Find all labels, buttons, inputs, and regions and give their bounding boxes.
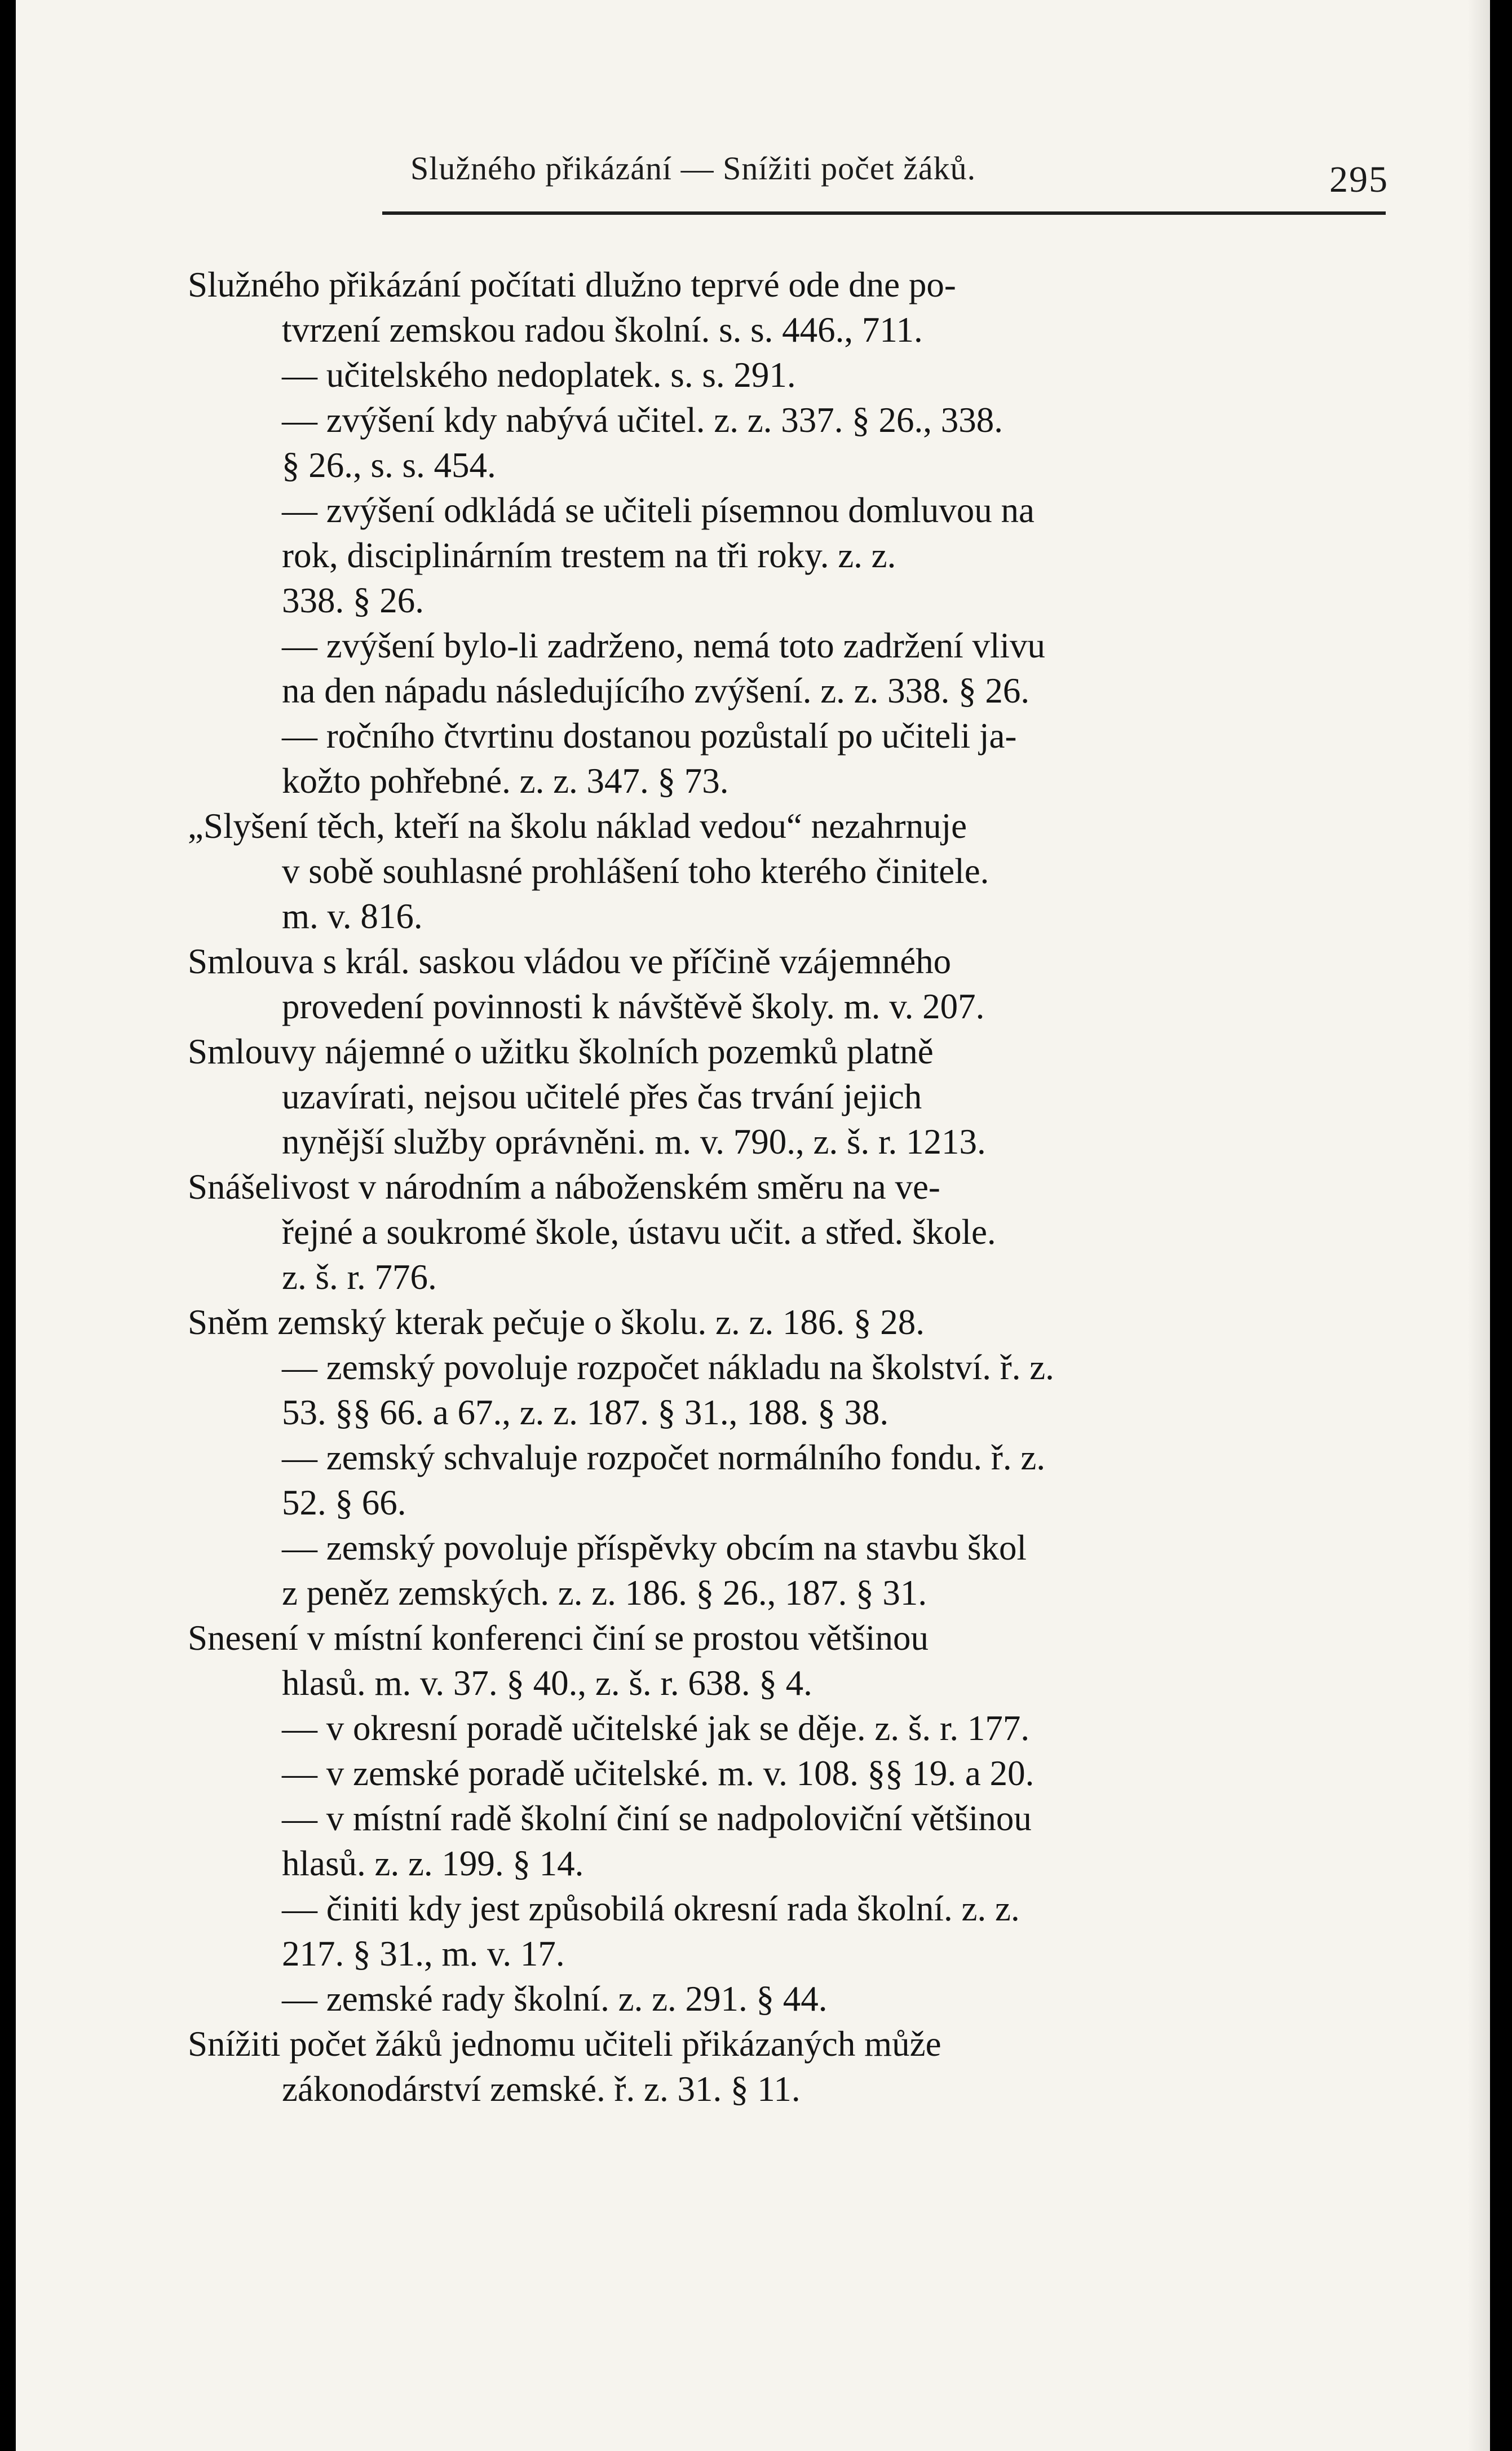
index-line: — v zemské poradě učitelské. m. v. 108. §§ 19. a 20. xyxy=(282,1754,1034,1793)
index-line: hlasů. m. v. 37. § 40., z. š. r. 638. § 4. xyxy=(282,1663,812,1703)
index-line: uzavírati, nejsou učitelé přes čas trvání jejich xyxy=(282,1077,922,1116)
page-edge-shadow xyxy=(1467,0,1490,2451)
running-header xyxy=(385,144,1389,200)
index-line: Smlouva s král. saskou vládou ve příčině vzájemného xyxy=(188,942,952,981)
index-line: — zemský povoluje rozpočet nákladu na školství. ř. z. xyxy=(282,1348,1054,1387)
index-line: 217. § 31., m. v. 17. xyxy=(282,1934,565,1973)
index-line: 52. § 66. xyxy=(282,1483,406,1522)
index-line: — ročního čtvrtinu dostanou pozůstalí po učiteli ja- xyxy=(282,716,1017,756)
index-line: — zvýšení kdy nabývá učitel. z. z. 337. § 26., 338. xyxy=(282,400,1003,440)
index-line: tvrzení zemskou radou školní. s. s. 446., 711. xyxy=(282,310,923,350)
page-number: 295 xyxy=(1329,159,1389,200)
index-line: provedení povinnosti k návštěvě školy. m. v. 207. xyxy=(282,987,985,1026)
index-text xyxy=(188,262,1369,2247)
index-line: — činiti kdy jest způsobilá okresní rada školní. z. z. xyxy=(282,1889,1020,1928)
index-line: kožto pohřebné. z. z. 347. § 73. xyxy=(282,761,729,801)
index-line: — zemský schvaluje rozpočet normálního fondu. ř. z. xyxy=(282,1438,1046,1477)
index-line: — zvýšení bylo-li zadrženo, nemá toto zadržení vlivu xyxy=(282,626,1046,665)
header-rule xyxy=(382,211,1386,215)
index-line: Snížiti počet žáků jednomu učiteli přikázaných může xyxy=(188,2024,941,2064)
running-title: Služného přikázání — Snížiti počet žáků. xyxy=(410,150,976,187)
index-line: — v okresní poradě učitelské jak se děje. z. š. r. 177. xyxy=(282,1708,1030,1748)
index-line: Sněm zemský kterak pečuje o školu. z. z. 186. § 28. xyxy=(188,1302,925,1342)
index-line: nynější služby oprávněni. m. v. 790., z. š. r. 1213. xyxy=(282,1122,986,1162)
index-line: Snesení v místní konferenci činí se prostou většinou xyxy=(188,1618,929,1658)
index-line: — zemské rady školní. z. z. 291. § 44. xyxy=(282,1979,828,2019)
index-line: v sobě souhlasné prohlášení toho kterého činitele. xyxy=(282,851,989,891)
index-line: z. š. r. 776. xyxy=(282,1257,437,1297)
index-line: hlasů. z. z. 199. § 14. xyxy=(282,1844,584,1883)
index-line: 338. § 26. xyxy=(282,581,424,620)
book-page xyxy=(16,0,1490,2451)
index-line: z peněz zemských. z. z. 186. § 26., 187. § 31. xyxy=(282,1573,927,1613)
index-line: rok, disciplinárním trestem na tři roky. z. z. xyxy=(282,536,896,575)
index-line: — zvýšení odkládá se učiteli písemnou domluvou na xyxy=(282,491,1034,530)
index-line: řejné a soukromé škole, ústavu učit. a střed. škole. xyxy=(282,1212,996,1252)
index-line: „Slyšení těch, kteří na školu náklad vedou“ nezahrnuje xyxy=(188,806,967,846)
index-line: Snášelivost v národním a náboženském směru na ve- xyxy=(188,1167,940,1207)
index-line: Smlouvy nájemné o užitku školních pozemků platně xyxy=(188,1032,934,1071)
index-line: 53. §§ 66. a 67., z. z. 187. § 31., 188. § 38. xyxy=(282,1393,889,1432)
index-line: m. v. 816. xyxy=(282,897,423,936)
index-line: — v místní radě školní činí se nadpoloviční většinou xyxy=(282,1799,1032,1838)
index-line: — učitelského nedoplatek. s. s. 291. xyxy=(282,355,796,395)
index-line: na den nápadu následujícího zvýšení. z. z. 338. § 26. xyxy=(282,671,1030,710)
index-line: zákonodárství zemské. ř. z. 31. § 11. xyxy=(282,2069,801,2109)
index-line: — zemský povoluje příspěvky obcím na stavbu škol xyxy=(282,1528,1027,1567)
index-line: § 26., s. s. 454. xyxy=(282,445,496,485)
index-line: Služného přikázání počítati dlužno teprvé ode dne po- xyxy=(188,265,956,304)
